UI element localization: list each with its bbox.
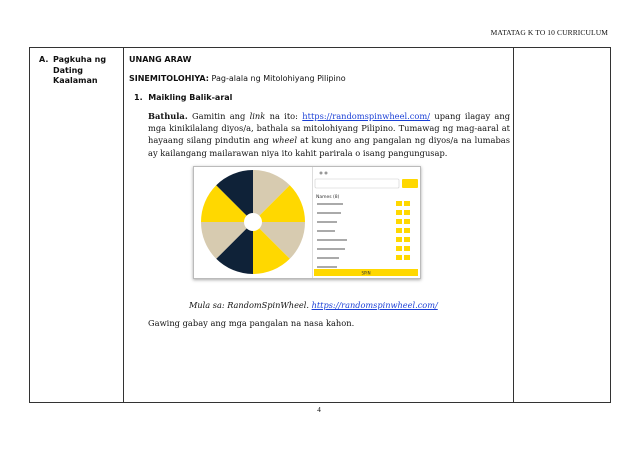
curriculum-header: MATATAG K TO 10 CURRICULUM xyxy=(490,28,608,37)
name-input[interactable] xyxy=(315,179,399,188)
task-paragraph xyxy=(148,110,510,159)
page-number: 4 xyxy=(317,405,321,414)
task-wheel-word: wheel xyxy=(272,135,297,146)
instruction-text: Gawing gabay ang mga pangalan na nasa kahon. xyxy=(148,318,355,328)
spin-wheel-screenshot xyxy=(193,166,421,279)
source-link[interactable]: https://randomspinwheel.com/ xyxy=(311,300,438,310)
item-number: 1. xyxy=(134,93,143,102)
day-heading: UNANG ARAW xyxy=(129,55,192,64)
task-text-2: na ito: xyxy=(269,111,298,121)
randomspinwheel-link[interactable]: https://randomspinwheel.com/ xyxy=(302,111,431,121)
task-label: Bathula. xyxy=(148,111,188,121)
image-source xyxy=(189,300,438,310)
sinemitolohiya-text: Pag-alala ng Mitolohiyang Pilipino xyxy=(211,74,346,83)
sinemitolohiya-label: SINEMITOLOHIYA: xyxy=(129,74,209,83)
task-text-4: at kung ano ang pangalan ng diyos/a na lumabas ay kailangang mailarawan niya ito kahit parirala o isang pangungusap. xyxy=(148,135,511,158)
notes-column xyxy=(513,48,610,402)
names-panel xyxy=(312,167,421,278)
wheel-center[interactable] xyxy=(244,213,262,231)
item-heading xyxy=(134,93,232,102)
section-letter: A. xyxy=(39,55,49,64)
task-link-word: link xyxy=(249,111,266,121)
source-prefix: Mula sa: RandomSpinWheel. xyxy=(189,300,309,310)
names-panel-graphic xyxy=(313,167,421,278)
task-text-1: Gamitin ang xyxy=(192,111,246,121)
panel-title: Names (8) xyxy=(316,195,340,200)
item-title: Maikling Balik-aral xyxy=(148,93,233,102)
spin-wheel-graphic xyxy=(194,167,312,278)
sinemitolohiya-line xyxy=(129,74,346,83)
section-title: Pagkuha ng Dating Kaalaman xyxy=(53,55,107,85)
spin-button-label: SPIN xyxy=(361,270,371,276)
add-button[interactable] xyxy=(402,179,418,188)
task-text-3: upang ilagay ang mga kinikilalang diyos/a, bathala sa mitolohiyang Pilipino. Tumawag ng mag-aaral at hayaang silang pindutin ang xyxy=(148,111,511,146)
section-column xyxy=(30,48,124,402)
